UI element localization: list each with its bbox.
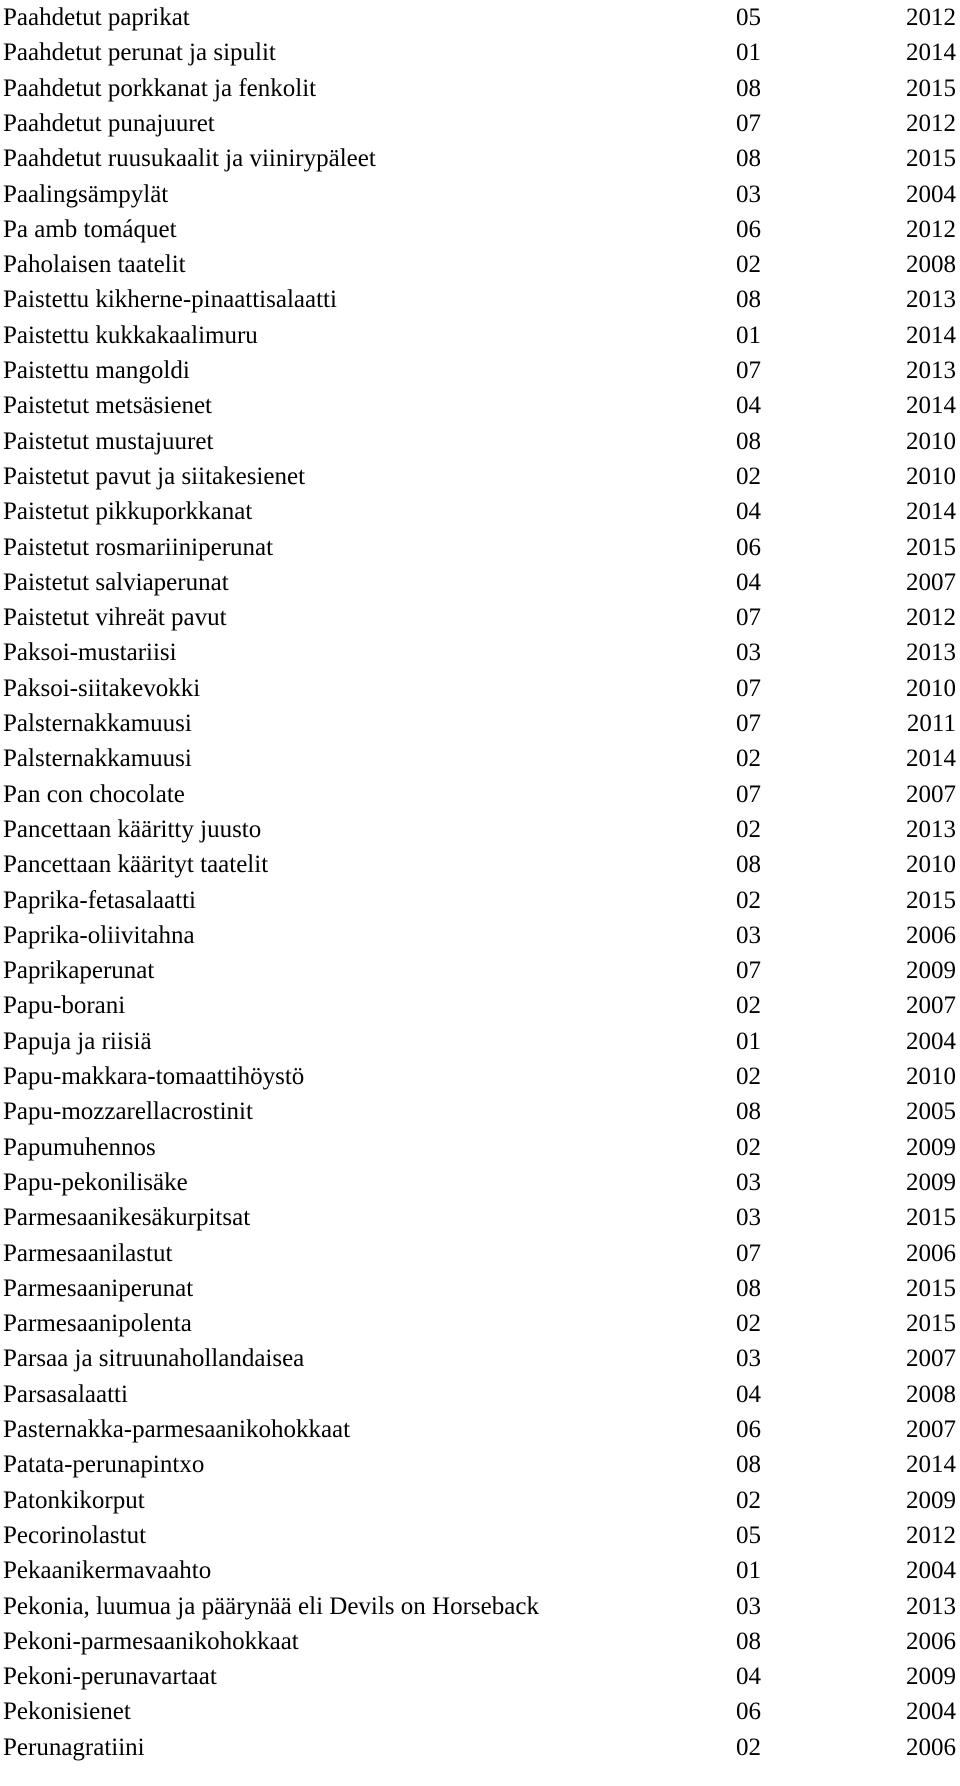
recipe-month: 04	[736, 498, 761, 526]
recipe-name: Paalingsämpylät	[3, 180, 169, 208]
recipe-name: Paistetut rosmariiniperunat	[3, 533, 274, 561]
recipe-row	[0, 741, 960, 776]
recipe-name: Parsasalaatti	[3, 1380, 128, 1408]
recipe-name: Pekonia, luumua ja päärynää eli Devils on Horseback	[3, 1592, 539, 1620]
recipe-year: 2006	[906, 1627, 956, 1655]
recipe-year: 2009	[906, 957, 956, 985]
recipe-month: 04	[736, 1380, 761, 1408]
recipe-month: 08	[736, 1098, 761, 1126]
recipe-month: 02	[736, 992, 761, 1020]
recipe-row	[0, 1589, 960, 1624]
recipe-month: 07	[736, 357, 761, 384]
recipe-row	[0, 1024, 960, 1059]
recipe-month: 08	[736, 1627, 761, 1655]
recipe-month: 08	[736, 74, 761, 102]
recipe-row	[0, 671, 960, 706]
recipe-name: Paksoi-mustariisi	[3, 639, 177, 667]
recipe-month: 03	[736, 921, 761, 949]
recipe-name: Paistetut mustajuuret	[3, 427, 214, 455]
recipe-month: 03	[736, 1592, 761, 1620]
recipe-name: Patata-perunapintxo	[3, 1451, 205, 1479]
recipe-year: 2015	[906, 74, 956, 102]
recipe-month: 02	[736, 1133, 761, 1161]
recipe-month: 02	[736, 251, 761, 279]
recipe-month: 06	[736, 1698, 761, 1726]
recipe-year: 2006	[906, 1733, 956, 1761]
recipe-year: 2014	[906, 745, 956, 773]
recipe-row	[0, 953, 960, 988]
recipe-month: 04	[736, 1663, 761, 1691]
recipe-month: 02	[736, 886, 761, 914]
recipe-row	[0, 1659, 960, 1694]
recipe-year: 2010	[906, 462, 956, 490]
recipe-name: Parsaa ja sitruunahollandaisea	[3, 1345, 305, 1373]
recipe-row	[0, 847, 960, 882]
recipe-row	[0, 388, 960, 423]
recipe-name: Papu-borani	[3, 992, 126, 1020]
recipe-year: 2014	[906, 392, 956, 420]
recipe-row	[0, 918, 960, 953]
recipe-year: 2013	[906, 815, 956, 843]
recipe-name: Parmesaanilastut	[3, 1239, 173, 1267]
recipe-name: Paprikaperunat	[3, 957, 155, 985]
recipe-name: Pekoni-perunavartaat	[3, 1663, 217, 1691]
recipe-year: 2007	[906, 568, 956, 596]
recipe-year: 2004	[906, 1557, 956, 1585]
recipe-month: 08	[736, 145, 761, 173]
recipe-row	[0, 988, 960, 1023]
recipe-name: Papumuhennos	[3, 1133, 156, 1161]
recipe-month: 02	[736, 745, 761, 773]
recipe-month: 03	[736, 1168, 761, 1196]
recipe-name: Paistetut metsäsienet	[3, 392, 212, 420]
recipe-row	[0, 353, 960, 388]
recipe-year: 2010	[906, 674, 956, 702]
recipe-name: Papu-mozzarellacrostinit	[3, 1098, 253, 1126]
recipe-month: 07	[736, 780, 761, 808]
recipe-year: 2012	[906, 4, 956, 31]
recipe-row	[0, 1447, 960, 1482]
recipe-row	[0, 1412, 960, 1447]
recipe-name: Paistettu mangoldi	[3, 357, 190, 384]
recipe-year: 2009	[906, 1133, 956, 1161]
recipe-row	[0, 494, 960, 529]
recipe-month: 05	[736, 4, 761, 31]
recipe-row	[0, 282, 960, 317]
recipe-row	[0, 1130, 960, 1165]
recipe-name: Paahdetut punajuuret	[3, 109, 215, 137]
recipe-name: Paistettu kukkakaalimuru	[3, 321, 258, 349]
recipe-row	[0, 1341, 960, 1376]
recipe-row	[0, 318, 960, 353]
recipe-year: 2010	[906, 427, 956, 455]
recipe-row	[0, 1094, 960, 1129]
recipe-month: 04	[736, 392, 761, 420]
recipe-year: 2006	[906, 1239, 956, 1267]
recipe-year: 2009	[906, 1663, 956, 1691]
recipe-row	[0, 1483, 960, 1518]
recipe-name: Paksoi-siitakevokki	[3, 674, 201, 702]
recipe-month: 03	[736, 1345, 761, 1373]
recipe-month: 07	[736, 604, 761, 632]
recipe-month: 01	[736, 39, 761, 67]
recipe-month: 02	[736, 1063, 761, 1090]
recipe-name: Paistetut pikkuporkkanat	[3, 498, 253, 526]
recipe-row	[0, 212, 960, 247]
recipe-year: 2011	[906, 710, 956, 737]
recipe-row	[0, 600, 960, 635]
recipe-name: Pan con chocolate	[3, 780, 185, 808]
recipe-name: Paistettu kikherne-pinaattisalaatti	[3, 286, 337, 314]
recipe-row	[0, 247, 960, 282]
recipe-name: Parmesaanipolenta	[3, 1310, 192, 1338]
recipe-month: 07	[736, 1239, 761, 1267]
recipe-name: Pecorinolastut	[3, 1521, 147, 1549]
recipe-month: 06	[736, 533, 761, 561]
recipe-year: 2005	[906, 1098, 956, 1126]
recipe-month: 03	[736, 180, 761, 208]
recipe-row	[0, 1377, 960, 1412]
recipe-month: 08	[736, 1274, 761, 1302]
recipe-year: 2015	[906, 1204, 956, 1232]
recipe-year: 2013	[906, 357, 956, 384]
recipe-row	[0, 1694, 960, 1729]
recipe-month: 07	[736, 957, 761, 985]
recipe-name: Pekoni-parmesaanikohokkaat	[3, 1627, 299, 1655]
recipe-month: 07	[736, 674, 761, 702]
recipe-row	[0, 635, 960, 670]
recipe-row	[0, 35, 960, 70]
recipe-name: Perunagratiini	[3, 1733, 145, 1761]
recipe-row	[0, 777, 960, 812]
recipe-row	[0, 1165, 960, 1200]
recipe-month: 08	[736, 286, 761, 314]
recipe-name: Paistetut vihreät pavut	[3, 604, 227, 632]
recipe-name: Pancettaan kääritty juusto	[3, 815, 262, 843]
recipe-year: 2013	[906, 639, 956, 667]
recipe-row	[0, 706, 960, 741]
recipe-year: 2004	[906, 1698, 956, 1726]
recipe-name: Parmesaanikesäkurpitsat	[3, 1204, 251, 1232]
recipe-row	[0, 530, 960, 565]
recipe-name: Paprika-fetasalaatti	[3, 886, 196, 914]
recipe-row	[0, 883, 960, 918]
recipe-name: Papu-makkara-tomaattihöystö	[3, 1063, 305, 1090]
recipe-name: Paahdetut porkkanat ja fenkolit	[3, 74, 317, 102]
recipe-row	[0, 1236, 960, 1271]
recipe-name: Papu-pekonilisäke	[3, 1168, 188, 1196]
recipe-year: 2012	[906, 215, 956, 243]
recipe-month: 08	[736, 427, 761, 455]
recipe-row	[0, 1518, 960, 1553]
recipe-row	[0, 1553, 960, 1588]
recipe-year: 2015	[906, 1310, 956, 1338]
recipe-year: 2013	[906, 1592, 956, 1620]
recipe-month: 02	[736, 462, 761, 490]
recipe-month: 02	[736, 815, 761, 843]
recipe-year: 2006	[906, 921, 956, 949]
recipe-row	[0, 1200, 960, 1235]
recipe-row	[0, 106, 960, 141]
recipe-name: Palsternakkamuusi	[3, 710, 192, 737]
recipe-row	[0, 1730, 960, 1765]
recipe-year: 2008	[906, 251, 956, 279]
recipe-name: Paahdetut paprikat	[3, 4, 190, 31]
recipe-year: 2010	[906, 1063, 956, 1090]
recipe-row	[0, 71, 960, 106]
recipe-name: Papuja ja riisiä	[3, 1027, 152, 1055]
recipe-year: 2014	[906, 498, 956, 526]
recipe-name: Pekonisienet	[3, 1698, 131, 1726]
recipe-row	[0, 1624, 960, 1659]
recipe-row	[0, 1271, 960, 1306]
recipe-name: Paistetut pavut ja siitakesienet	[3, 462, 306, 490]
recipe-month: 08	[736, 1451, 761, 1479]
recipe-year: 2010	[906, 851, 956, 879]
recipe-name: Pasternakka-parmesaanikohokkaat	[3, 1416, 351, 1443]
recipe-row	[0, 1059, 960, 1094]
recipe-month: 06	[736, 1416, 761, 1443]
recipe-year: 2012	[906, 1521, 956, 1549]
recipe-name: Paahdetut perunat ja sipulit	[3, 39, 276, 67]
recipe-year: 2014	[906, 321, 956, 349]
recipe-year: 2012	[906, 109, 956, 137]
recipe-year: 2015	[906, 533, 956, 561]
recipe-row	[0, 812, 960, 847]
recipe-year: 2012	[906, 604, 956, 632]
recipe-row	[0, 459, 960, 494]
recipe-row	[0, 424, 960, 459]
recipe-month: 02	[736, 1733, 761, 1761]
recipe-month: 01	[736, 1027, 761, 1055]
recipe-name: Parmesaaniperunat	[3, 1274, 194, 1302]
recipe-year: 2013	[906, 286, 956, 314]
recipe-year: 2014	[906, 39, 956, 67]
recipe-year: 2015	[906, 145, 956, 173]
recipe-name: Palsternakkamuusi	[3, 745, 192, 773]
recipe-month: 03	[736, 1204, 761, 1232]
recipe-name: Pancettaan käärityt taatelit	[3, 851, 269, 879]
recipe-month: 01	[736, 321, 761, 349]
recipe-row	[0, 141, 960, 176]
recipe-row	[0, 565, 960, 600]
recipe-name: Paahdetut ruusukaalit ja viinirypäleet	[3, 145, 376, 173]
recipe-month: 02	[736, 1310, 761, 1338]
recipe-year: 2015	[906, 886, 956, 914]
recipe-row	[0, 1306, 960, 1341]
recipe-year: 2009	[906, 1486, 956, 1514]
recipe-name: Paprika-oliivitahna	[3, 921, 195, 949]
recipe-name: Patonkikorput	[3, 1486, 145, 1514]
recipe-year: 2008	[906, 1380, 956, 1408]
recipe-month: 07	[736, 109, 761, 137]
recipe-name: Paholaisen taatelit	[3, 251, 186, 279]
recipe-month: 07	[736, 710, 761, 737]
recipe-year: 2014	[906, 1451, 956, 1479]
recipe-year: 2007	[906, 1416, 956, 1443]
recipe-name: Paistetut salviaperunat	[3, 568, 229, 596]
recipe-name: Pa amb tomáquet	[3, 215, 177, 243]
recipe-row	[0, 0, 960, 35]
recipe-month: 03	[736, 639, 761, 667]
recipe-row	[0, 177, 960, 212]
recipe-year: 2004	[906, 1027, 956, 1055]
recipe-year: 2007	[906, 780, 956, 808]
recipe-month: 06	[736, 215, 761, 243]
recipe-month: 08	[736, 851, 761, 879]
recipe-month: 01	[736, 1557, 761, 1585]
recipe-year: 2009	[906, 1168, 956, 1196]
recipe-year: 2007	[906, 1345, 956, 1373]
recipe-name: Pekaanikermavaahto	[3, 1557, 212, 1585]
recipe-year: 2015	[906, 1274, 956, 1302]
recipe-month: 02	[736, 1486, 761, 1514]
recipe-month: 04	[736, 568, 761, 596]
recipe-year: 2004	[906, 180, 956, 208]
recipe-year: 2007	[906, 992, 956, 1020]
recipe-month: 05	[736, 1521, 761, 1549]
